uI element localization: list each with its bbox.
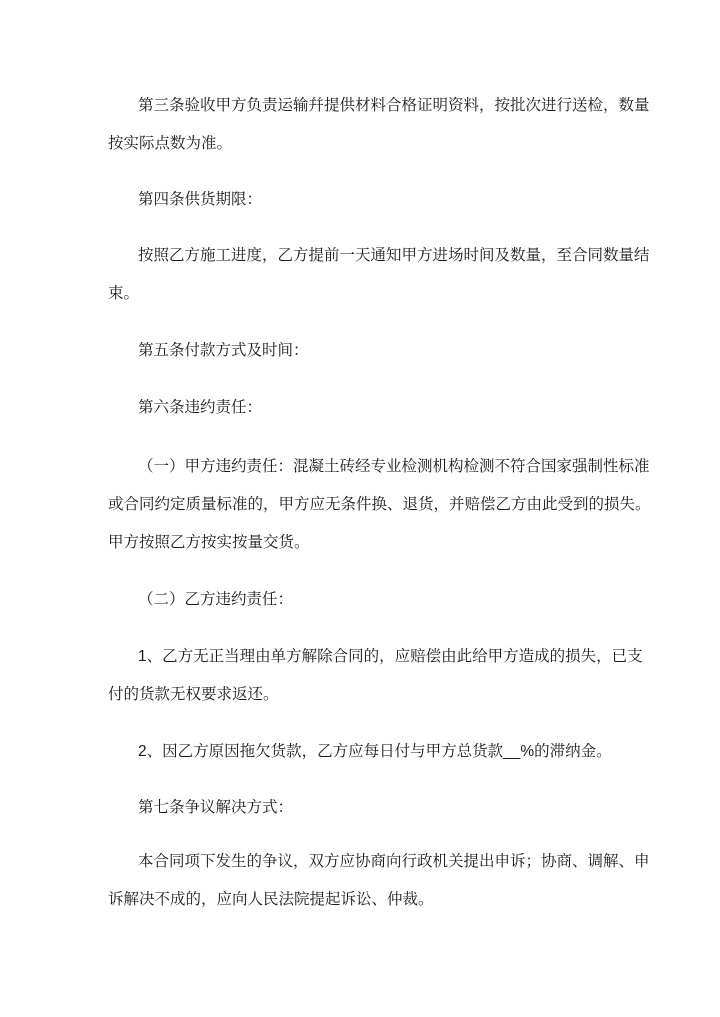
text-line: 束。 bbox=[108, 285, 140, 302]
text-line: 第七条争议解决方式： bbox=[138, 799, 294, 816]
text-line: 或合同约定质量标准的，甲方应无条件换、退货，并赔偿乙方由此受到的损失。 bbox=[108, 496, 651, 513]
text-line: （二）乙方违约责任： bbox=[138, 591, 294, 608]
text-line: 第六条违约责任： bbox=[138, 399, 263, 416]
text-line: 2、因乙方原因拖欠货款，乙方应每日付与甲方总货款__%的滞纳金。 bbox=[138, 743, 612, 760]
text-line: 甲方按照乙方按实按量交货。 bbox=[108, 534, 310, 551]
text-line: （一）甲方违约责任：混凝土砖经专业检测机构检测不符合国家强制性标准 bbox=[138, 458, 650, 475]
text-line: 第三条验收甲方负责运输幷提供材料合格证明资料，按批次进行送检，数量 bbox=[138, 97, 650, 114]
text-line: 诉解决不成的，应向人民法院提起诉讼、仲裁。 bbox=[108, 891, 434, 908]
text-line: 按实际点数为准。 bbox=[108, 135, 233, 152]
text-line: 1、乙方无正当理由单方解除合同的，应赔偿由此给甲方造成的损失，已支 bbox=[138, 648, 643, 665]
text-line: 第四条供货期限： bbox=[138, 191, 263, 208]
text-line: 第五条付款方式及时间： bbox=[138, 342, 309, 359]
text-line: 按照乙方施工进度，乙方提前一天通知甲方进场时间及数量，至合同数量结 bbox=[138, 247, 650, 264]
text-line: 本合同项下发生的争议，双方应协商向行政机关提出申诉；协商、调解、申 bbox=[138, 853, 650, 870]
text-line: 付的货款无权要求返还。 bbox=[108, 686, 279, 703]
